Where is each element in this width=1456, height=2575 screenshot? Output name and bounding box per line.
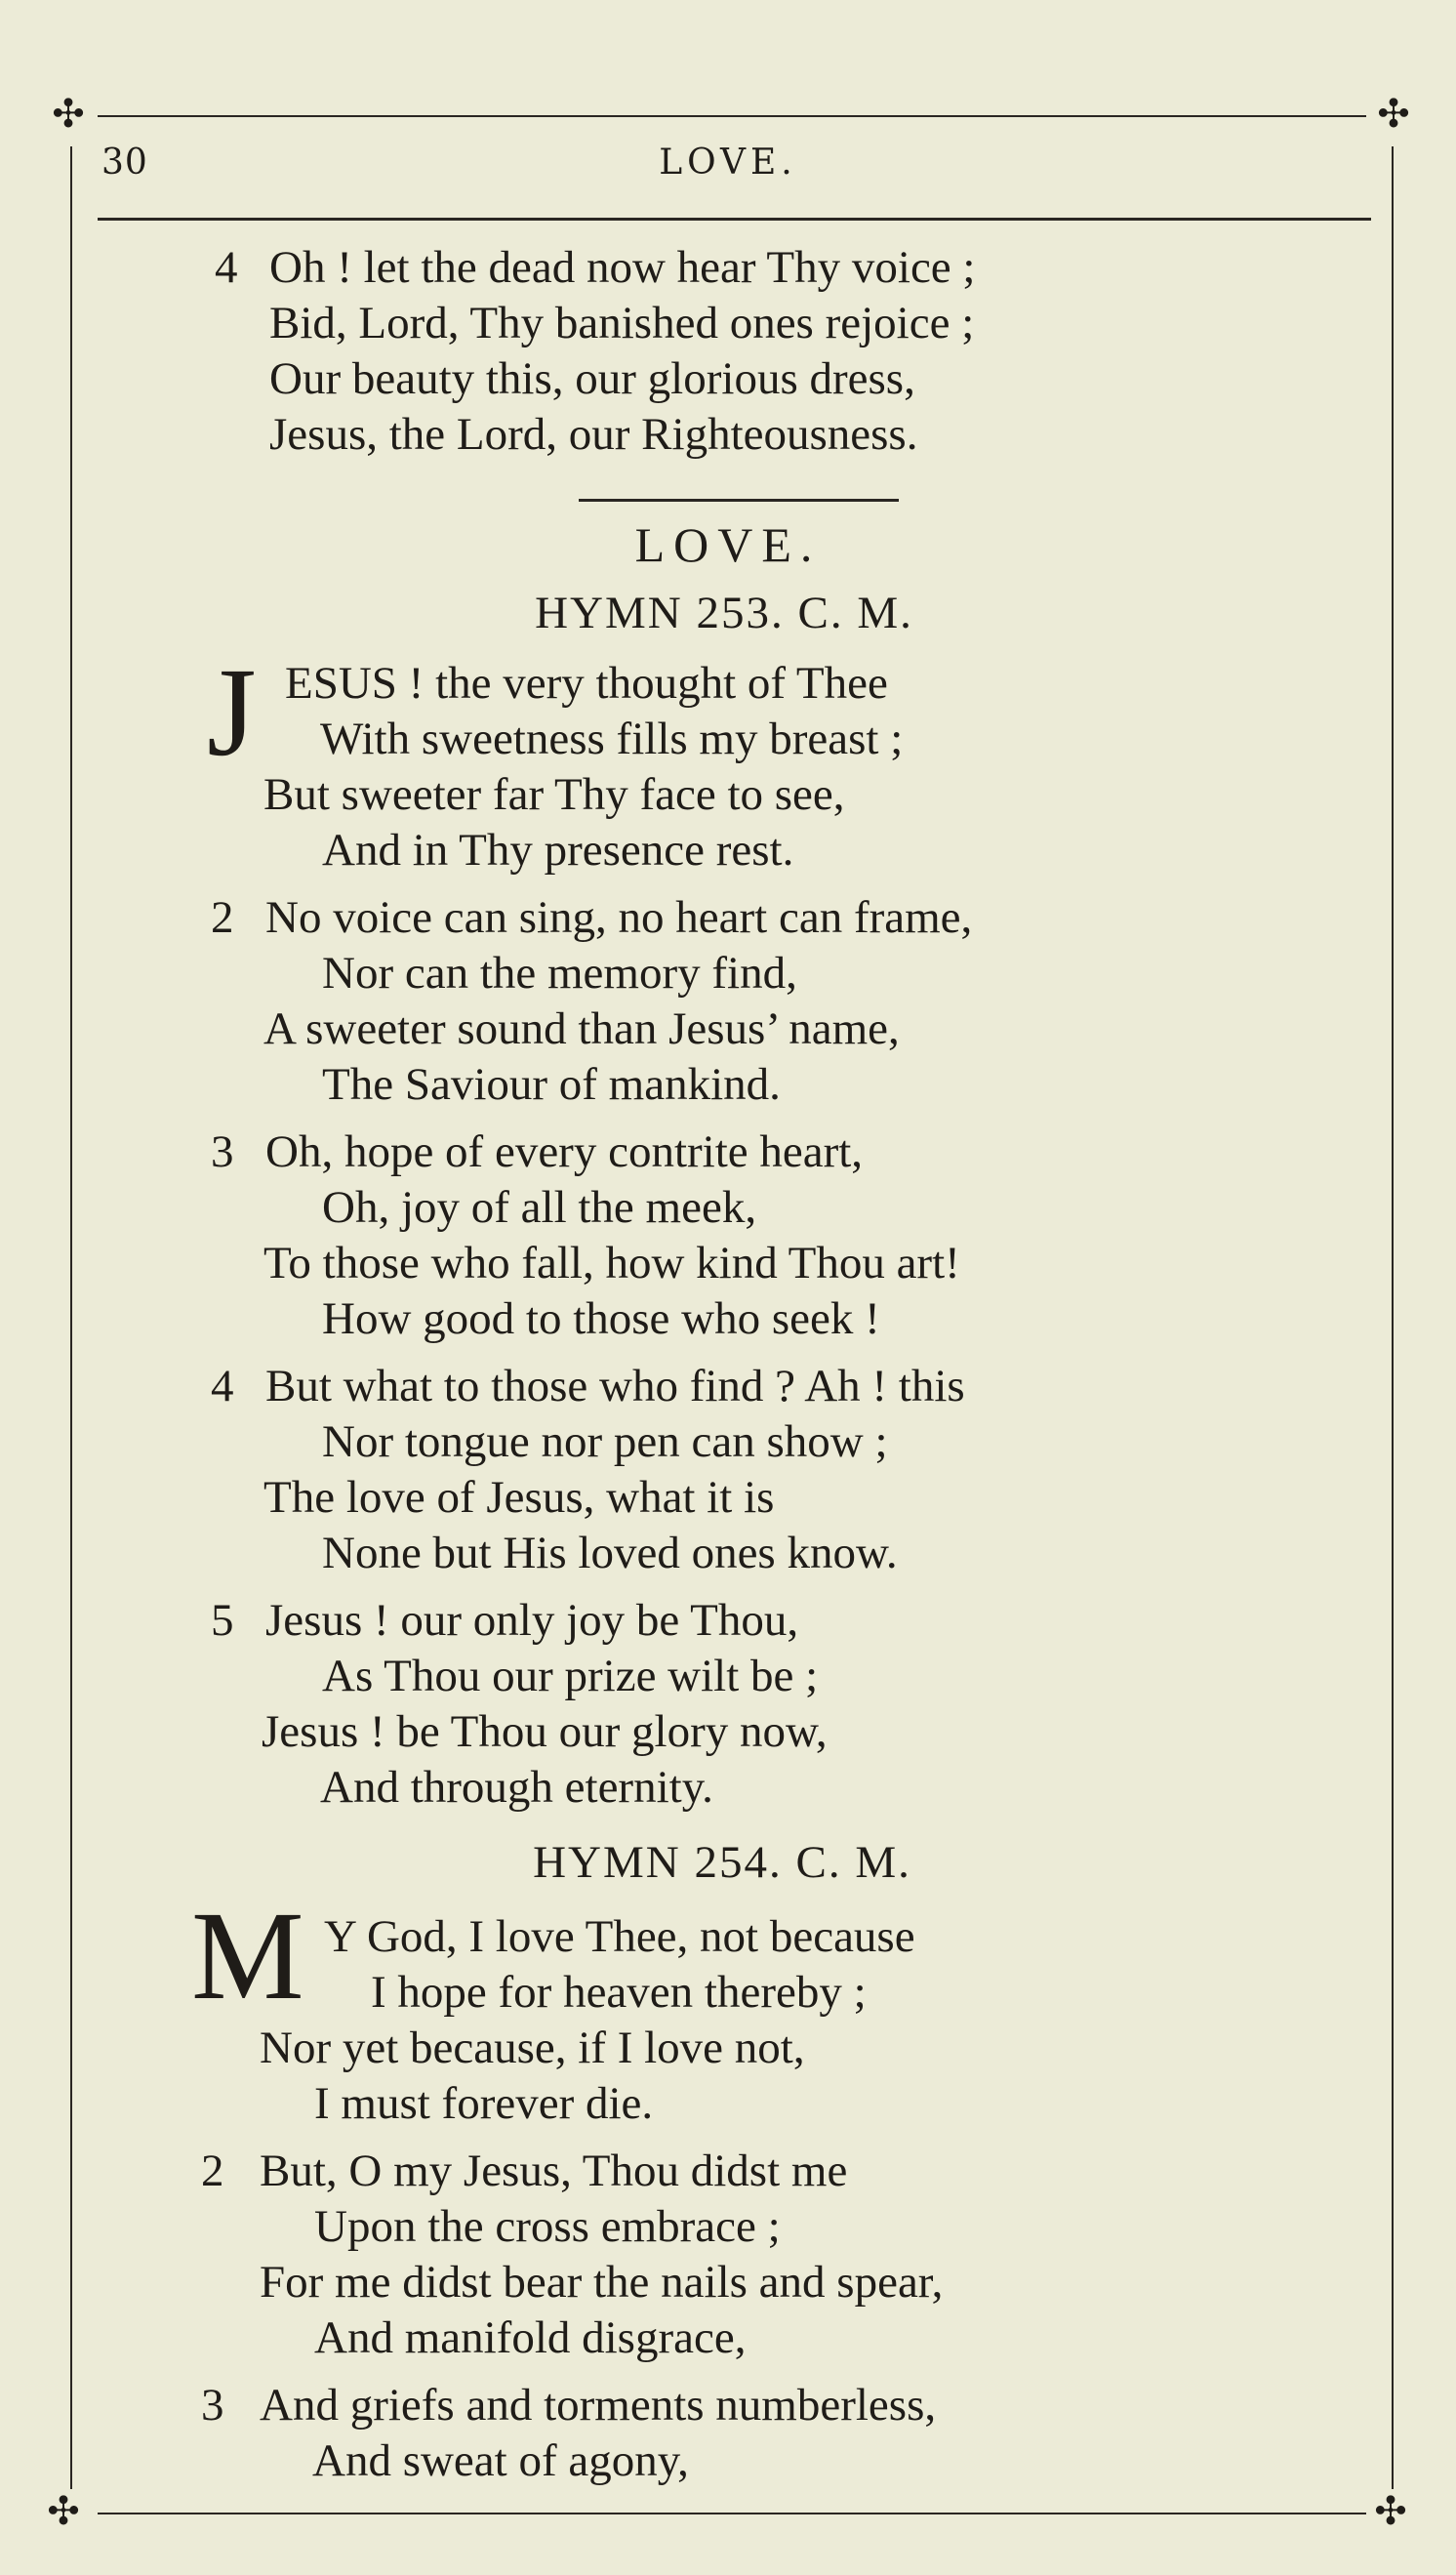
verse-number: 3	[201, 2380, 224, 2431]
verse-line: I must forever die.	[314, 2078, 654, 2129]
bottom-border-rule	[98, 2513, 1366, 2514]
verse-line: But sweeter far Thy face to see,	[263, 769, 845, 820]
verse-line: Nor yet because, if I love not,	[260, 2023, 805, 2073]
verse-line: And in Thy presence rest.	[322, 825, 794, 876]
verse-line: The Saviour of mankind.	[322, 1059, 781, 1110]
corner-ornament-icon: ✣	[1374, 2489, 1407, 2534]
verse-line: Nor can the memory find,	[322, 948, 797, 999]
header-rule	[98, 218, 1371, 221]
verse-line: Jesus ! be Thou our glory now,	[262, 1706, 828, 1757]
drop-cap: M	[191, 1886, 304, 2026]
left-border-rule	[70, 146, 72, 2489]
verse-line: Bid, Lord, Thy banished ones rejoice ;	[269, 298, 975, 348]
verse-line: As Thou our prize wilt be ;	[322, 1651, 819, 1701]
drop-cap: J	[207, 642, 257, 783]
verse-line: Nor tongue nor pen can show ;	[322, 1416, 888, 1467]
verse-line: I hope for heaven thereby ;	[371, 1967, 867, 2018]
corner-ornament-icon: ✣	[1377, 92, 1410, 137]
section-separator	[579, 499, 899, 502]
verse-line: But what to those who find ? Ah ! this	[265, 1361, 965, 1411]
page-number: 30	[101, 143, 148, 183]
verse-number: 5	[211, 1595, 234, 1646]
verse-line: Oh, hope of every contrite heart,	[265, 1126, 864, 1177]
verse-line: Upon the cross embrace ;	[314, 2201, 781, 2252]
section-title: LOVE.	[634, 517, 822, 572]
corner-ornament-icon: ✣	[47, 2489, 80, 2534]
verse-number: 3	[211, 1126, 234, 1177]
verse-line: Jesus, the Lord, our Righteousness.	[269, 409, 918, 460]
hymn-heading: HYMN 254. C. M.	[533, 1837, 911, 1888]
right-border-rule	[1392, 146, 1394, 2489]
verse-number: 4	[215, 242, 238, 293]
verse-number: 2	[211, 892, 234, 943]
verse-line: None but His loved ones know.	[322, 1528, 898, 1578]
verse-line: Oh, joy of all the meek,	[322, 1182, 757, 1233]
verse-line: No voice can sing, no heart can frame,	[265, 892, 973, 943]
verse-line: The love of Jesus, what it is	[263, 1472, 775, 1523]
verse-line: And through eternity.	[320, 1762, 713, 1813]
verse-line: ESUS ! the very thought of Thee	[285, 658, 888, 709]
verse-line: A sweeter sound than Jesus’ name,	[263, 1003, 900, 1054]
running-head: LOVE.	[659, 143, 797, 183]
corner-ornament-icon: ✣	[52, 92, 85, 137]
verse-line: But, O my Jesus, Thou didst me	[260, 2146, 848, 2196]
verse-line: And griefs and torments numberless,	[260, 2380, 937, 2431]
hymn-heading: HYMN 253. C. M.	[535, 588, 913, 638]
verse-line: For me didst bear the nails and spear,	[260, 2257, 944, 2308]
top-border-rule	[98, 115, 1366, 117]
verse-line: To those who fall, how kind Thou art!	[263, 1238, 960, 1288]
verse-line: Jesus ! our only joy be Thou,	[265, 1595, 799, 1646]
verse-line: And manifold disgrace,	[314, 2312, 747, 2363]
verse-number: 2	[201, 2146, 224, 2196]
verse-line: Y God, I love Thee, not because	[324, 1911, 915, 1962]
verse-line: And sweat of agony,	[312, 2435, 689, 2486]
verse-line: How good to those who seek !	[322, 1293, 880, 1344]
verse-number: 4	[211, 1361, 234, 1411]
verse-line: Oh ! let the dead now hear Thy voice ;	[269, 242, 976, 293]
verse-line: With sweetness fills my breast ;	[320, 714, 904, 764]
verse-line: Our beauty this, our glorious dress,	[269, 353, 915, 404]
